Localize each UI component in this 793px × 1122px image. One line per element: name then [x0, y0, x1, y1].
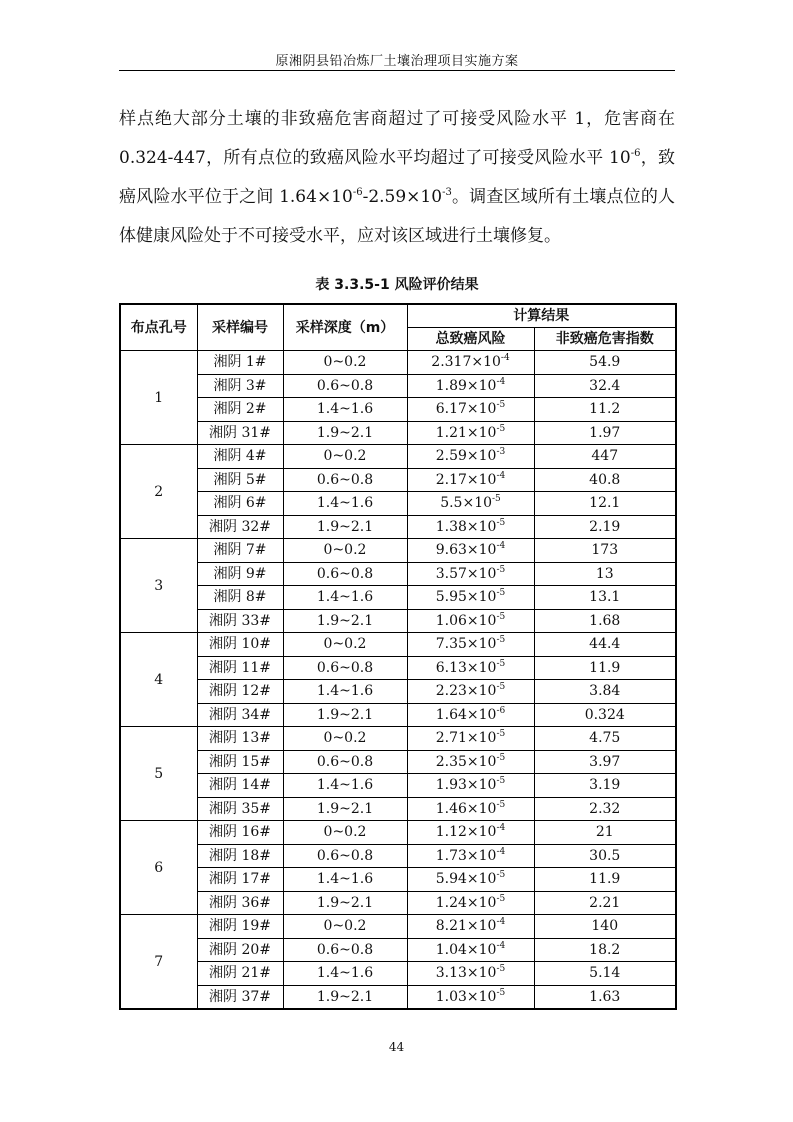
sample-id-cell: 湘阴 3# — [197, 374, 283, 398]
carcinogenic-risk-cell — [407, 774, 534, 798]
sample-id-cell: 湘阴 8# — [197, 586, 283, 610]
sample-id-cell: 湘阴 20# — [197, 938, 283, 962]
table-row — [120, 398, 676, 422]
carcinogenic-risk-cell — [407, 915, 534, 939]
risk-mantissa: 5.95×10 — [435, 589, 497, 606]
risk-exponent: -5 — [496, 964, 506, 975]
risk-exponent: -4 — [496, 846, 506, 857]
risk-exponent: -5 — [492, 494, 501, 505]
table-row — [120, 774, 676, 798]
carcinogenic-risk-cell — [407, 374, 534, 398]
risk-mantissa: 2.317×10 — [431, 354, 501, 371]
table-row — [120, 586, 676, 610]
body-paragraph — [119, 100, 675, 256]
sample-id-cell: 湘阴 6# — [197, 492, 283, 516]
carcinogenic-risk-cell — [407, 562, 534, 586]
risk-mantissa: 2.23×10 — [435, 683, 497, 700]
depth-cell: 0~0.2 — [283, 915, 407, 939]
sample-id-cell: 湘阴 33# — [197, 609, 283, 633]
risk-mantissa: 1.12×10 — [435, 824, 497, 841]
header-rule — [119, 70, 675, 71]
hazard-index-cell: 12.1 — [534, 492, 676, 516]
risk-exponent: -5 — [496, 799, 506, 810]
table-row — [120, 515, 676, 539]
risk-mantissa: 1.38×10 — [435, 518, 497, 535]
depth-cell: 1.9~2.1 — [283, 797, 407, 821]
sample-id-cell: 湘阴 4# — [197, 445, 283, 469]
table-row — [120, 985, 676, 1009]
risk-assessment-table — [119, 303, 677, 1010]
table-row — [120, 821, 676, 845]
sample-id-cell: 湘阴 13# — [197, 727, 283, 751]
carcinogenic-risk-cell — [407, 445, 534, 469]
sample-id-cell: 湘阴 34# — [197, 703, 283, 727]
sample-id-cell: 湘阴 35# — [197, 797, 283, 821]
risk-mantissa: 1.03×10 — [435, 988, 497, 1005]
risk-exponent: -5 — [496, 658, 506, 669]
table-row — [120, 445, 676, 469]
table-row — [120, 844, 676, 868]
depth-cell: 1.9~2.1 — [283, 609, 407, 633]
risk-mantissa: 6.13×10 — [435, 659, 497, 676]
depth-cell: 0.6~0.8 — [283, 656, 407, 680]
carcinogenic-risk-cell — [407, 703, 534, 727]
sample-id-cell: 湘阴 12# — [197, 680, 283, 704]
depth-cell: 0.6~0.8 — [283, 750, 407, 774]
depth-cell: 1.9~2.1 — [283, 891, 407, 915]
table-row — [120, 962, 676, 986]
hazard-index-cell: 1.97 — [534, 421, 676, 445]
hazard-index-cell: 11.9 — [534, 868, 676, 892]
sample-id-cell: 湘阴 37# — [197, 985, 283, 1009]
hazard-index-cell: 4.75 — [534, 727, 676, 751]
risk-exponent: -5 — [496, 893, 506, 904]
risk-exponent: -5 — [496, 987, 506, 998]
table-caption: 表 3.3.5-1 风险评价结果 — [315, 277, 479, 293]
hazard-index-cell: 11.9 — [534, 656, 676, 680]
depth-cell: 1.9~2.1 — [283, 421, 407, 445]
exponent: -6 — [352, 187, 363, 198]
sample-id-cell: 湘阴 7# — [197, 539, 283, 563]
risk-mantissa: 1.06×10 — [435, 612, 497, 629]
carcinogenic-risk-cell — [407, 539, 534, 563]
depth-cell: 0~0.2 — [283, 445, 407, 469]
sample-id-cell: 湘阴 36# — [197, 891, 283, 915]
table-row — [120, 609, 676, 633]
carcinogenic-risk-cell — [407, 515, 534, 539]
risk-exponent: -5 — [496, 682, 506, 693]
risk-exponent: -3 — [496, 447, 506, 458]
depth-cell: 0~0.2 — [283, 633, 407, 657]
table-row — [120, 421, 676, 445]
risk-mantissa: 3.13×10 — [435, 965, 497, 982]
carcinogenic-risk-cell — [407, 492, 534, 516]
header-sample: 采样编号 — [197, 304, 283, 351]
hazard-index-cell: 1.63 — [534, 985, 676, 1009]
sample-id-cell: 湘阴 2# — [197, 398, 283, 422]
depth-cell: 1.4~1.6 — [283, 398, 407, 422]
carcinogenic-risk-cell — [407, 962, 534, 986]
risk-exponent: -5 — [496, 776, 506, 787]
depth-cell: 1.9~2.1 — [283, 515, 407, 539]
risk-mantissa: 3.57×10 — [435, 565, 497, 582]
risk-exponent: -5 — [496, 635, 506, 646]
sample-id-cell: 湘阴 32# — [197, 515, 283, 539]
page-number: 44 — [388, 1040, 405, 1054]
exponent: -6 — [630, 148, 641, 159]
sample-id-cell: 湘阴 16# — [197, 821, 283, 845]
hazard-index-cell: 32.4 — [534, 374, 676, 398]
exponent: -3 — [442, 187, 452, 198]
carcinogenic-risk-cell — [407, 468, 534, 492]
hazard-index-cell: 3.97 — [534, 750, 676, 774]
hazard-index-cell: 1.68 — [534, 609, 676, 633]
sample-id-cell: 湘阴 15# — [197, 750, 283, 774]
sample-id-cell: 湘阴 9# — [197, 562, 283, 586]
table-row — [120, 633, 676, 657]
depth-cell: 1.9~2.1 — [283, 703, 407, 727]
hazard-index-cell: 2.21 — [534, 891, 676, 915]
table-row — [120, 938, 676, 962]
hazard-index-cell: 173 — [534, 539, 676, 563]
hazard-index-cell: 54.9 — [534, 351, 676, 375]
hazard-index-cell: 40.8 — [534, 468, 676, 492]
table-row — [120, 680, 676, 704]
depth-cell: 0~0.2 — [283, 351, 407, 375]
carcinogenic-risk-cell — [407, 985, 534, 1009]
hazard-index-cell: 3.19 — [534, 774, 676, 798]
depth-cell: 0.6~0.8 — [283, 844, 407, 868]
header-carcinogenic-risk: 总致癌风险 — [407, 328, 534, 351]
sample-id-cell: 湘阴 19# — [197, 915, 283, 939]
risk-mantissa: 2.59×10 — [435, 448, 497, 465]
risk-exponent: -5 — [496, 870, 506, 881]
risk-exponent: -4 — [496, 940, 506, 951]
table-row — [120, 703, 676, 727]
sample-id-cell: 湘阴 14# — [197, 774, 283, 798]
carcinogenic-risk-cell — [407, 680, 534, 704]
carcinogenic-risk-cell — [407, 868, 534, 892]
depth-cell: 0.6~0.8 — [283, 562, 407, 586]
table-row — [120, 915, 676, 939]
risk-mantissa: 1.64×10 — [435, 706, 497, 723]
risk-mantissa: 1.89×10 — [435, 377, 497, 394]
risk-exponent: -5 — [496, 611, 506, 622]
risk-exponent: -5 — [496, 564, 506, 575]
table-row — [120, 351, 676, 375]
paragraph-text-3: -2.59×10 — [362, 187, 443, 207]
table-body — [120, 351, 676, 1010]
hazard-index-cell: 447 — [534, 445, 676, 469]
carcinogenic-risk-cell — [407, 398, 534, 422]
paragraph-text-1: 样点绝大部分土壤的非致癌危害商超过了可接受风险水平 1，危害商在 0.324-447，所有点位的致癌风险水平均超过了可接受风险水平 10 — [119, 109, 675, 168]
carcinogenic-risk-cell — [407, 750, 534, 774]
risk-exponent: -4 — [496, 470, 506, 481]
risk-mantissa: 2.35×10 — [435, 753, 497, 770]
hazard-index-cell: 44.4 — [534, 633, 676, 657]
sample-id-cell: 湘阴 17# — [197, 868, 283, 892]
risk-exponent: -5 — [496, 752, 506, 763]
point-id-cell: 7 — [120, 915, 197, 1010]
hazard-index-cell: 0.324 — [534, 703, 676, 727]
carcinogenic-risk-cell — [407, 821, 534, 845]
risk-mantissa: 5.5×10 — [440, 495, 493, 512]
carcinogenic-risk-cell — [407, 421, 534, 445]
risk-exponent: -5 — [496, 423, 506, 434]
hazard-index-cell: 13.1 — [534, 586, 676, 610]
risk-mantissa: 2.71×10 — [435, 730, 497, 747]
depth-cell: 1.4~1.6 — [283, 868, 407, 892]
carcinogenic-risk-cell — [407, 844, 534, 868]
risk-exponent: -4 — [496, 376, 506, 387]
table-row — [120, 492, 676, 516]
hazard-index-cell: 3.84 — [534, 680, 676, 704]
table-header-row — [120, 304, 676, 328]
carcinogenic-risk-cell — [407, 633, 534, 657]
sample-id-cell: 湘阴 11# — [197, 656, 283, 680]
hazard-index-cell: 13 — [534, 562, 676, 586]
risk-exponent: -5 — [496, 588, 506, 599]
depth-cell: 1.4~1.6 — [283, 680, 407, 704]
table-row — [120, 539, 676, 563]
hazard-index-cell: 5.14 — [534, 962, 676, 986]
paragraph-text-4: 。调查区域所有土壤点位的人体健康风险处于不可接受水平，应对该区域进行土壤修复。 — [119, 187, 676, 246]
risk-mantissa: 1.24×10 — [435, 894, 497, 911]
risk-exponent: -4 — [496, 823, 506, 834]
running-header: 原湘阴县铅冶炼厂土壤治理项目实施方案 — [275, 54, 519, 69]
sample-id-cell: 湘阴 31# — [197, 421, 283, 445]
hazard-index-cell: 11.2 — [534, 398, 676, 422]
sample-id-cell: 湘阴 18# — [197, 844, 283, 868]
risk-exponent: -5 — [496, 517, 506, 528]
carcinogenic-risk-cell — [407, 586, 534, 610]
point-id-cell: 4 — [120, 633, 197, 727]
point-id-cell: 6 — [120, 821, 197, 915]
depth-cell: 1.4~1.6 — [283, 492, 407, 516]
risk-mantissa: 1.93×10 — [435, 777, 497, 794]
header-depth: 采样深度（m） — [283, 304, 407, 351]
table-row — [120, 656, 676, 680]
paragraph-text-2: ，致癌风险水平位于之间 1.64×10 — [119, 148, 675, 207]
risk-mantissa: 5.94×10 — [435, 871, 497, 888]
carcinogenic-risk-cell — [407, 891, 534, 915]
depth-cell: 1.9~2.1 — [283, 985, 407, 1009]
point-id-cell: 1 — [120, 351, 197, 445]
point-id-cell: 3 — [120, 539, 197, 633]
risk-exponent: -5 — [496, 400, 506, 411]
carcinogenic-risk-cell — [407, 351, 534, 375]
carcinogenic-risk-cell — [407, 727, 534, 751]
depth-cell: 1.4~1.6 — [283, 586, 407, 610]
point-id-cell: 2 — [120, 445, 197, 539]
sample-id-cell: 湘阴 5# — [197, 468, 283, 492]
table-row — [120, 468, 676, 492]
header-point: 布点孔号 — [120, 304, 197, 351]
risk-exponent: -4 — [496, 541, 506, 552]
hazard-index-cell: 21 — [534, 821, 676, 845]
carcinogenic-risk-cell — [407, 797, 534, 821]
risk-exponent: -5 — [496, 729, 506, 740]
risk-mantissa: 7.35×10 — [435, 636, 497, 653]
carcinogenic-risk-cell — [407, 609, 534, 633]
risk-mantissa: 9.63×10 — [435, 542, 497, 559]
risk-mantissa: 8.21×10 — [435, 918, 497, 935]
risk-mantissa: 1.46×10 — [435, 800, 497, 817]
header-calc-results: 计算结果 — [407, 304, 676, 328]
table-row — [120, 727, 676, 751]
risk-mantissa: 1.21×10 — [435, 424, 497, 441]
hazard-index-cell: 2.19 — [534, 515, 676, 539]
hazard-index-cell: 30.5 — [534, 844, 676, 868]
hazard-index-cell: 2.32 — [534, 797, 676, 821]
depth-cell: 0~0.2 — [283, 821, 407, 845]
point-id-cell: 5 — [120, 727, 197, 821]
risk-mantissa: 1.73×10 — [435, 847, 497, 864]
sample-id-cell: 湘阴 21# — [197, 962, 283, 986]
depth-cell: 1.4~1.6 — [283, 962, 407, 986]
hazard-index-cell: 140 — [534, 915, 676, 939]
sample-id-cell: 湘阴 1# — [197, 351, 283, 375]
table-row — [120, 868, 676, 892]
table-row — [120, 797, 676, 821]
table-row — [120, 562, 676, 586]
risk-mantissa: 6.17×10 — [435, 401, 497, 418]
risk-mantissa: 1.04×10 — [435, 941, 497, 958]
carcinogenic-risk-cell — [407, 938, 534, 962]
table-row — [120, 750, 676, 774]
table-row — [120, 374, 676, 398]
table-row — [120, 891, 676, 915]
depth-cell: 0.6~0.8 — [283, 468, 407, 492]
depth-cell: 0~0.2 — [283, 727, 407, 751]
carcinogenic-risk-cell — [407, 656, 534, 680]
risk-exponent: -4 — [500, 353, 510, 364]
depth-cell: 0.6~0.8 — [283, 938, 407, 962]
depth-cell: 0~0.2 — [283, 539, 407, 563]
sample-id-cell: 湘阴 10# — [197, 633, 283, 657]
depth-cell: 0.6~0.8 — [283, 374, 407, 398]
header-noncarcinogenic-index: 非致癌危害指数 — [534, 328, 676, 351]
hazard-index-cell: 18.2 — [534, 938, 676, 962]
depth-cell: 1.4~1.6 — [283, 774, 407, 798]
risk-exponent: -6 — [496, 705, 506, 716]
risk-exponent: -4 — [496, 917, 506, 928]
risk-mantissa: 2.17×10 — [435, 471, 497, 488]
